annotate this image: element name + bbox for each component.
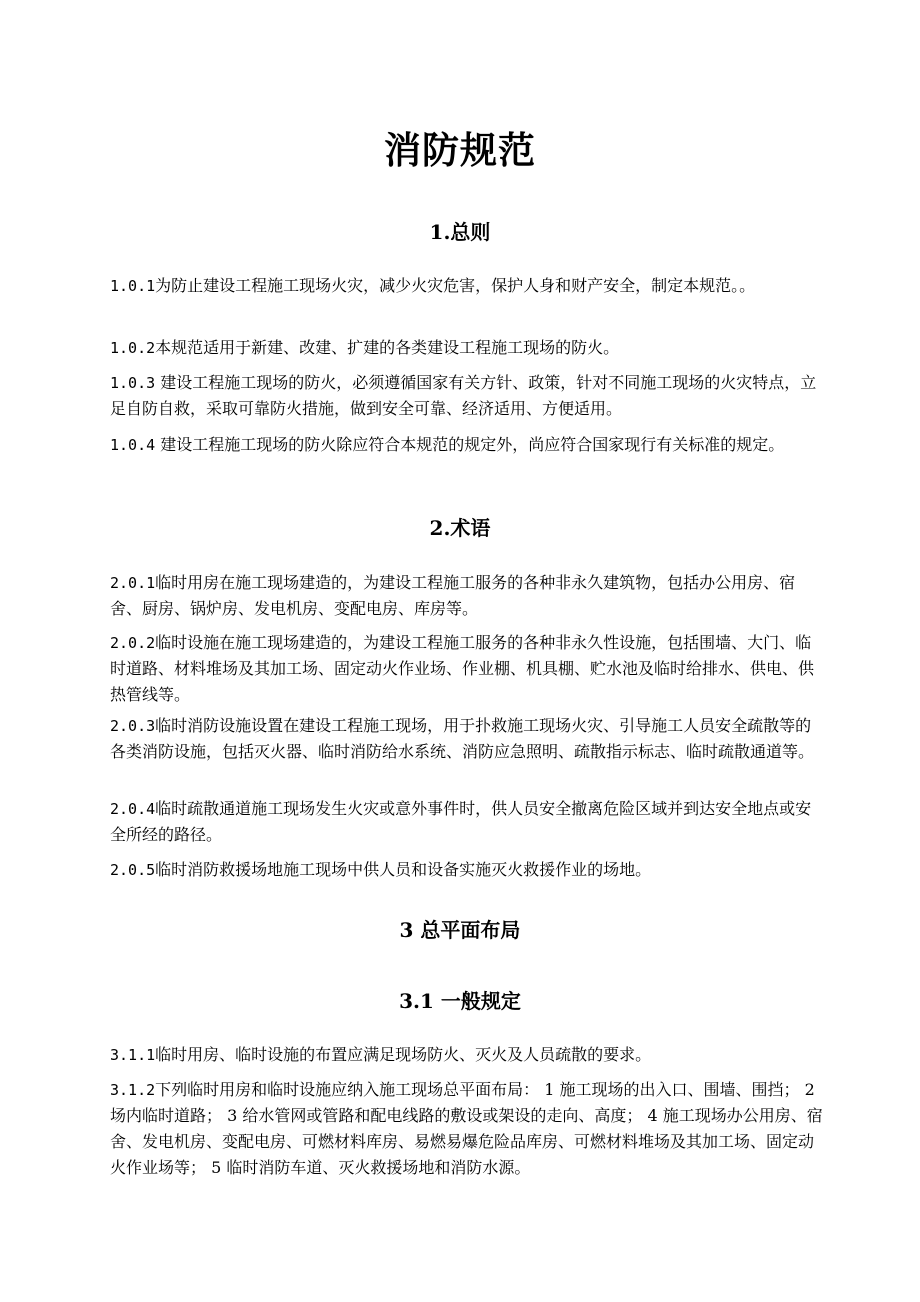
clause-text: 临时消防救援场地施工现场中供人员和设备实施灭火救援作业的场地。 [155, 860, 652, 879]
clause-2-0-2 [110, 630, 825, 708]
clause-number: 1.0.1 [110, 277, 156, 295]
clause-text: 临时疏散通道施工现场发生火灾或意外事件时，供人员安全撤离危险区域并到达安全地点或安全所经的路径。 [110, 799, 812, 844]
clause-1-0-4 [110, 432, 825, 458]
clause-2-0-5 [110, 857, 825, 883]
clause-1-0-3 [110, 370, 825, 422]
clause-number: 2.0.4 [110, 800, 156, 818]
section-heading-general-rules: 3.1 一般规定 [399, 989, 521, 1013]
clause-2-0-3 [110, 713, 825, 765]
clause-number: 2.0.2 [110, 634, 156, 652]
clause-2-0-4 [110, 796, 825, 848]
section-heading-general: 1.总则 [429, 220, 491, 244]
clause-1-0-1 [110, 273, 825, 299]
clause-text: 临时消防设施设置在建设工程施工现场，用于扑救施工现场火灾、引导施工人员安全疏散等的各类消防设施，包括灭火器、临时消防给水系统、消防应急照明、疏散指示标志、临时疏散通道等。 [110, 716, 815, 761]
clause-3-1-2 [110, 1077, 825, 1181]
clause-text: 本规范适用于新建、改建、扩建的各类建设工程施工现场的防火。 [155, 338, 620, 357]
document-title: 消防规范 [384, 128, 536, 172]
clause-number: 1.0.4 [110, 436, 156, 454]
clause-3-1-1 [110, 1042, 825, 1068]
clause-number: 2.0.1 [110, 574, 156, 592]
section-heading-terms: 2.术语 [429, 516, 491, 540]
clause-text: 临时用房在施工现场建造的，为建设工程施工服务的各种非永久建筑物，包括办公用房、宿舍、厨房、锅炉房、发电机房、变配电房、库房等。 [110, 573, 796, 618]
clause-number: 3.1.2 [110, 1081, 156, 1099]
clause-number: 3.1.1 [110, 1046, 156, 1064]
clause-number: 2.0.5 [110, 861, 156, 879]
clause-1-0-2 [110, 335, 825, 361]
clause-text: 临时用房、临时设施的布置应满足现场防火、灭火及人员疏散的要求。 [155, 1045, 652, 1064]
clause-text: 建设工程施工现场的防火除应符合本规范的规定外，尚应符合国家现行有关标准的规定。 [155, 435, 785, 454]
clause-text: 临时设施在施工现场建造的，为建设工程施工服务的各种非永久性设施，包括围墙、大门、临时道路、材料堆场及其加工场、固定动火作业场、作业棚、机具棚、贮水池及临时给排水、供电、供热管线等。 [110, 633, 815, 704]
clause-number: 2.0.3 [110, 717, 156, 735]
clause-2-0-1 [110, 570, 825, 622]
clause-text: 建设工程施工现场的防火，必须遵循国家有关方针、政策，针对不同施工现场的火灾特点，立足自防自救，采取可靠防火措施，做到安全可靠、经济适用、方便适用。 [110, 373, 817, 418]
clause-number: 1.0.3 [110, 374, 156, 392]
clause-number: 1.0.2 [110, 339, 156, 357]
clause-text: 为防止建设工程施工现场火灾，减少火灾危害，保护人身和财产安全，制定本规范。。 [155, 276, 756, 295]
clause-text: 下列临时用房和临时设施应纳入施工现场总平面布局： 1 施工现场的出入口、围墙、围挡； 2 场内临时道路； 3 给水管网或管路和配电线路的敷设或架设的走向、高度； 4 施工现场办公用房、宿舍、发电机房、变配电房、可燃材料库房、易燃易爆危险品库房、可燃材料堆场及其加工场、固定动火作业场等； 5 临时消防车道、灭火救援场地和消防水源。 [110, 1080, 823, 1177]
section-heading-layout: 3 总平面布局 [399, 918, 521, 942]
